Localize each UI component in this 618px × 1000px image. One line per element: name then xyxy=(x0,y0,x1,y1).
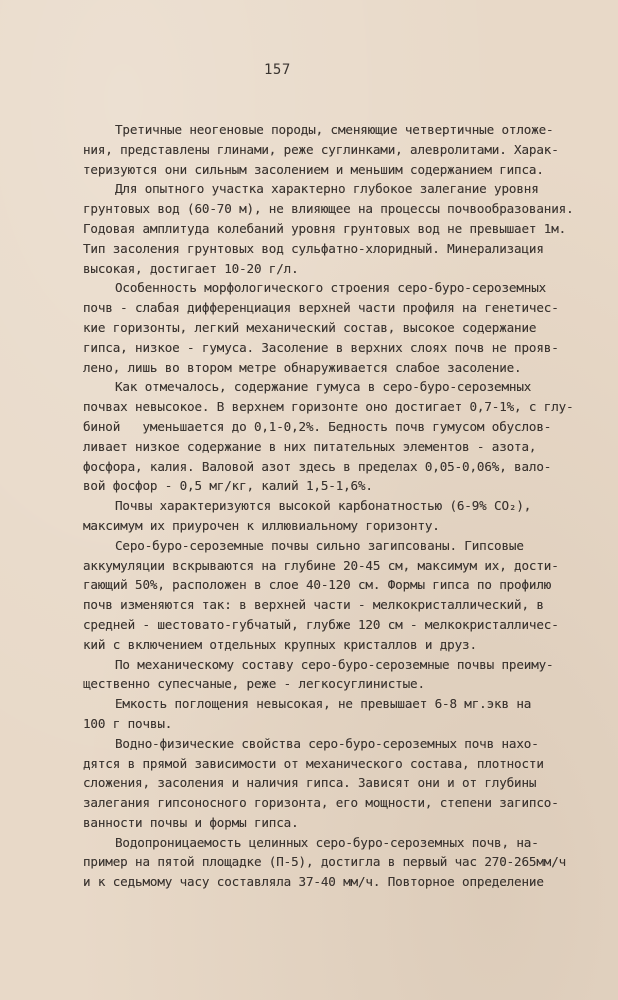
text-line: щественно супесчаные, реже - легкосуглинистые. xyxy=(83,676,425,692)
paragraph-first-line: Как отмечалось, содержание гумуса в серо-буро-сероземных xyxy=(115,379,532,395)
paragraph-first-line: Емкость поглощения невысокая, не превышает 6-8 мг.экв на xyxy=(115,696,532,712)
text-line: гающий 50%, расположен в слое 40-120 см. Формы гипса по профилю xyxy=(83,577,552,593)
text-line: сложения, засоления и наличия гипса. Зависят они и от глубины xyxy=(83,775,537,791)
text-line: почвах невысокое. В верхнем горизонте оно достигает 0,7-1%, с глу- xyxy=(83,399,574,415)
paragraph-first-line: Водно-физические свойства серо-буро-сероземных почв нахо- xyxy=(115,735,539,751)
text-line: максимум их приурочен к иллювиальному горизонту. xyxy=(83,517,440,533)
text-line: Годовая амплитуда колебаний уровня грунтовых вод не превышает 1м. xyxy=(83,220,567,236)
text-line: кий с включением отдельных крупных кристаллов и друз. xyxy=(83,636,477,652)
paragraph-first-line: Для опытного участка характерно глубокое залегание уровня xyxy=(115,181,539,197)
text-line: и к седьмому часу составляла 37-40 мм/ч. Повторное определение xyxy=(83,874,544,890)
paragraph-first-line: Водопроницаемость целинных серо-буро-сероземных почв, на- xyxy=(115,834,539,850)
text-line: аккумуляции вскрываются на глубине 20-45 см, максимум их, дости- xyxy=(83,557,559,573)
text-line: грунтовых вод (60-70 м), не влияющее на процессы почвообразования. xyxy=(83,201,574,217)
text-line: фосфора, калия. Валовой азот здесь в пределах 0,05-0,06%, вало- xyxy=(83,458,552,474)
text-line: залегания гипсоносного горизонта, его мощности, степени загипсо- xyxy=(83,795,559,811)
text-line: ливает низкое содержание в них питательных элементов - азота, xyxy=(83,438,537,454)
paragraph-first-line: Почвы характеризуются высокой карбонатностью (6-9% CO₂), xyxy=(115,498,532,514)
text-line: ния, представлены глинами, реже суглинками, алевролитами. Харак- xyxy=(83,141,559,157)
text-line: пример на пятой площадке (П-5), достигла в первый час 270-265мм/ч xyxy=(83,854,567,870)
paragraph-first-line: По механическому составу серо-буро-сероземные почвы преиму- xyxy=(115,656,554,672)
page-number: 157 xyxy=(264,62,291,78)
text-line: почв изменяются так: в верхней части - мелкокристаллический, в xyxy=(83,597,544,613)
text-line: почв - слабая дифференциация верхней части профиля на генетичес- xyxy=(83,300,559,316)
paragraph-first-line: Третичные неогеновые породы, сменяющие четвертичные отложе- xyxy=(115,122,554,137)
text-line: гипса, низкое - гумуса. Засоление в верхних слоях почв не прояв- xyxy=(83,339,559,355)
text-line: кие горизонты, легкий механический состав, высокое содержание xyxy=(83,319,537,335)
text-line: лено, лишь во втором метре обнаруживается слабое засоление. xyxy=(83,359,522,375)
text-line: 100 г почвы. xyxy=(83,715,173,731)
text-line: ванности почвы и формы гипса. xyxy=(83,814,299,830)
text-line: вой фосфор - 0,5 мг/кг, калий 1,5-1,6%. xyxy=(83,478,373,494)
text-line: теризуются они сильным засолением и меньшим содержанием гипса. xyxy=(83,161,544,177)
text-line: средней - шестовато-губчатый, глубже 120 см - мелкокристалличес- xyxy=(83,616,559,632)
text-line: биной уменьшается до 0,1-0,2%. Бедность почв гумусом обуслов- xyxy=(83,418,552,434)
body-text xyxy=(83,120,574,892)
paragraph-first-line: Серо-буро-сероземные почвы сильно загипсованы. Гипсовые xyxy=(115,537,524,553)
text-line: Тип засоления грунтовых вод сульфатно-хлоридный. Минерализация xyxy=(83,240,544,256)
text-line: высокая, достигает 10-20 г/л. xyxy=(83,260,299,276)
text-line: дятся в прямой зависимости от механического состава, плотности xyxy=(83,755,544,771)
paragraph-first-line: Особенность морфологического строения серо-буро-сероземных xyxy=(115,280,547,296)
